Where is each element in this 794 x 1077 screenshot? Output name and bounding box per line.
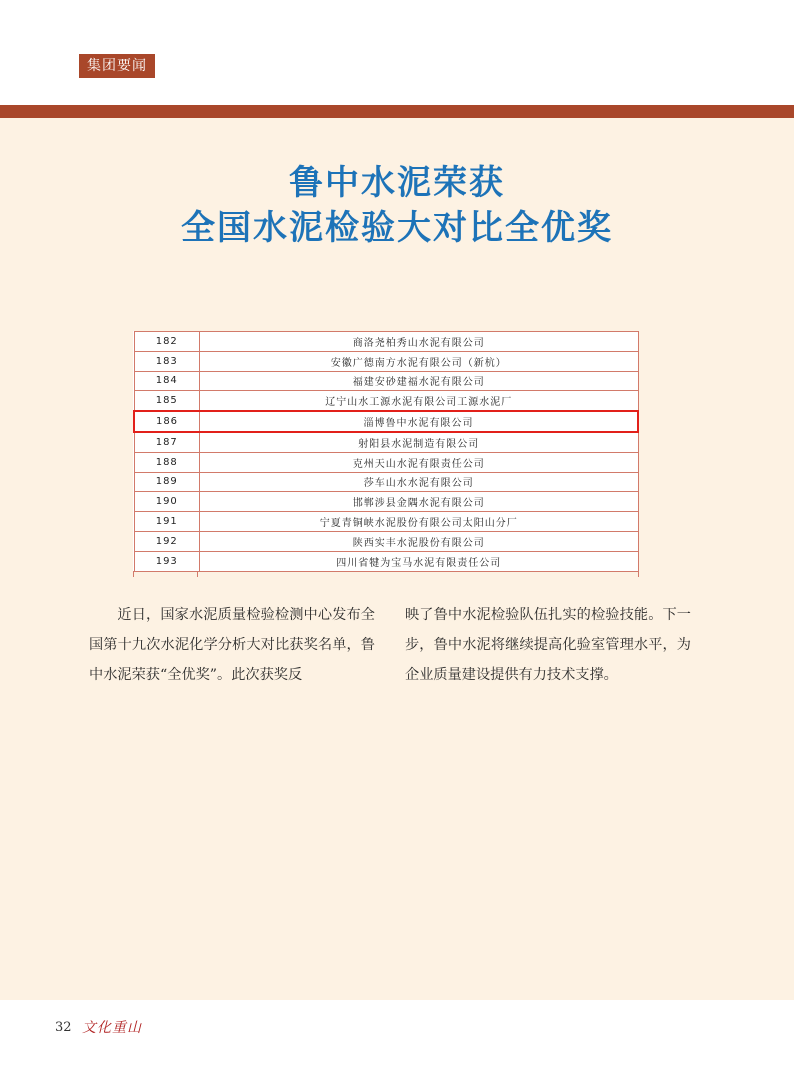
row-number: 188	[134, 452, 200, 472]
article-body-right-column: 映了鲁中水泥检验队伍扎实的检验技能。下一步，鲁中水泥将继续提高化验室管理水平，为企业质量建设提供有力技术支撑。	[405, 607, 691, 683]
award-list-table	[133, 331, 639, 572]
company-name: 克州天山水泥有限责任公司	[200, 452, 639, 472]
company-name: 陕西实丰水泥股份有限公司	[200, 531, 639, 551]
row-number: 193	[134, 551, 200, 571]
company-name: 莎车山水水泥有限公司	[200, 472, 639, 492]
article-body-left-column: 近日，国家水泥质量检验检测中心发布全国第十九次水泥化学分析大对比获奖名单，鲁中水泥荣获“全优奖”。此次获奖反	[89, 607, 375, 683]
company-name: 射阳县水泥制造有限公司	[200, 432, 639, 452]
table-row	[134, 492, 638, 512]
table-row	[134, 452, 638, 472]
company-name: 宁夏青铜峡水泥股份有限公司太阳山分厂	[200, 512, 639, 532]
row-number: 189	[134, 472, 200, 492]
table-row	[134, 351, 638, 371]
company-name: 辽宁山水工源水泥有限公司工源水泥厂	[200, 391, 639, 411]
table-row	[134, 551, 638, 571]
company-name: 淄博鲁中水泥有限公司	[200, 411, 639, 432]
row-number: 187	[134, 432, 200, 452]
table-row	[134, 391, 638, 411]
table-row	[134, 472, 638, 492]
row-number: 185	[134, 391, 200, 411]
row-number: 184	[134, 371, 200, 391]
row-number: 190	[134, 492, 200, 512]
row-number: 183	[134, 351, 200, 371]
row-number: 192	[134, 531, 200, 551]
row-number: 186	[134, 411, 200, 432]
company-name: 商洛尧柏秀山水泥有限公司	[200, 332, 639, 352]
company-name: 安徽广德南方水泥有限公司（新杭）	[200, 351, 639, 371]
headline-line-2: 全国水泥检验大对比全优奖	[181, 208, 613, 248]
table-row	[134, 531, 638, 551]
table-cropped-edge	[133, 571, 639, 577]
row-number: 182	[134, 332, 200, 352]
table-row	[134, 512, 638, 532]
company-name: 福建安砂建福水泥有限公司	[200, 371, 639, 391]
headline-line-1: 鲁中水泥荣获	[289, 163, 505, 203]
company-name: 邯郸涉县金隅水泥有限公司	[200, 492, 639, 512]
header-rule	[0, 105, 794, 118]
table-row	[134, 332, 638, 352]
row-number: 191	[134, 512, 200, 532]
page-number: 32	[55, 1020, 72, 1035]
section-tag: 集团要闻	[79, 54, 155, 78]
table-row	[134, 371, 638, 391]
company-name: 四川省犍为宝马水泥有限责任公司	[200, 551, 639, 571]
magazine-logo: 文化重山	[82, 1020, 142, 1036]
table-row-highlighted	[134, 411, 638, 432]
table-row	[134, 432, 638, 452]
